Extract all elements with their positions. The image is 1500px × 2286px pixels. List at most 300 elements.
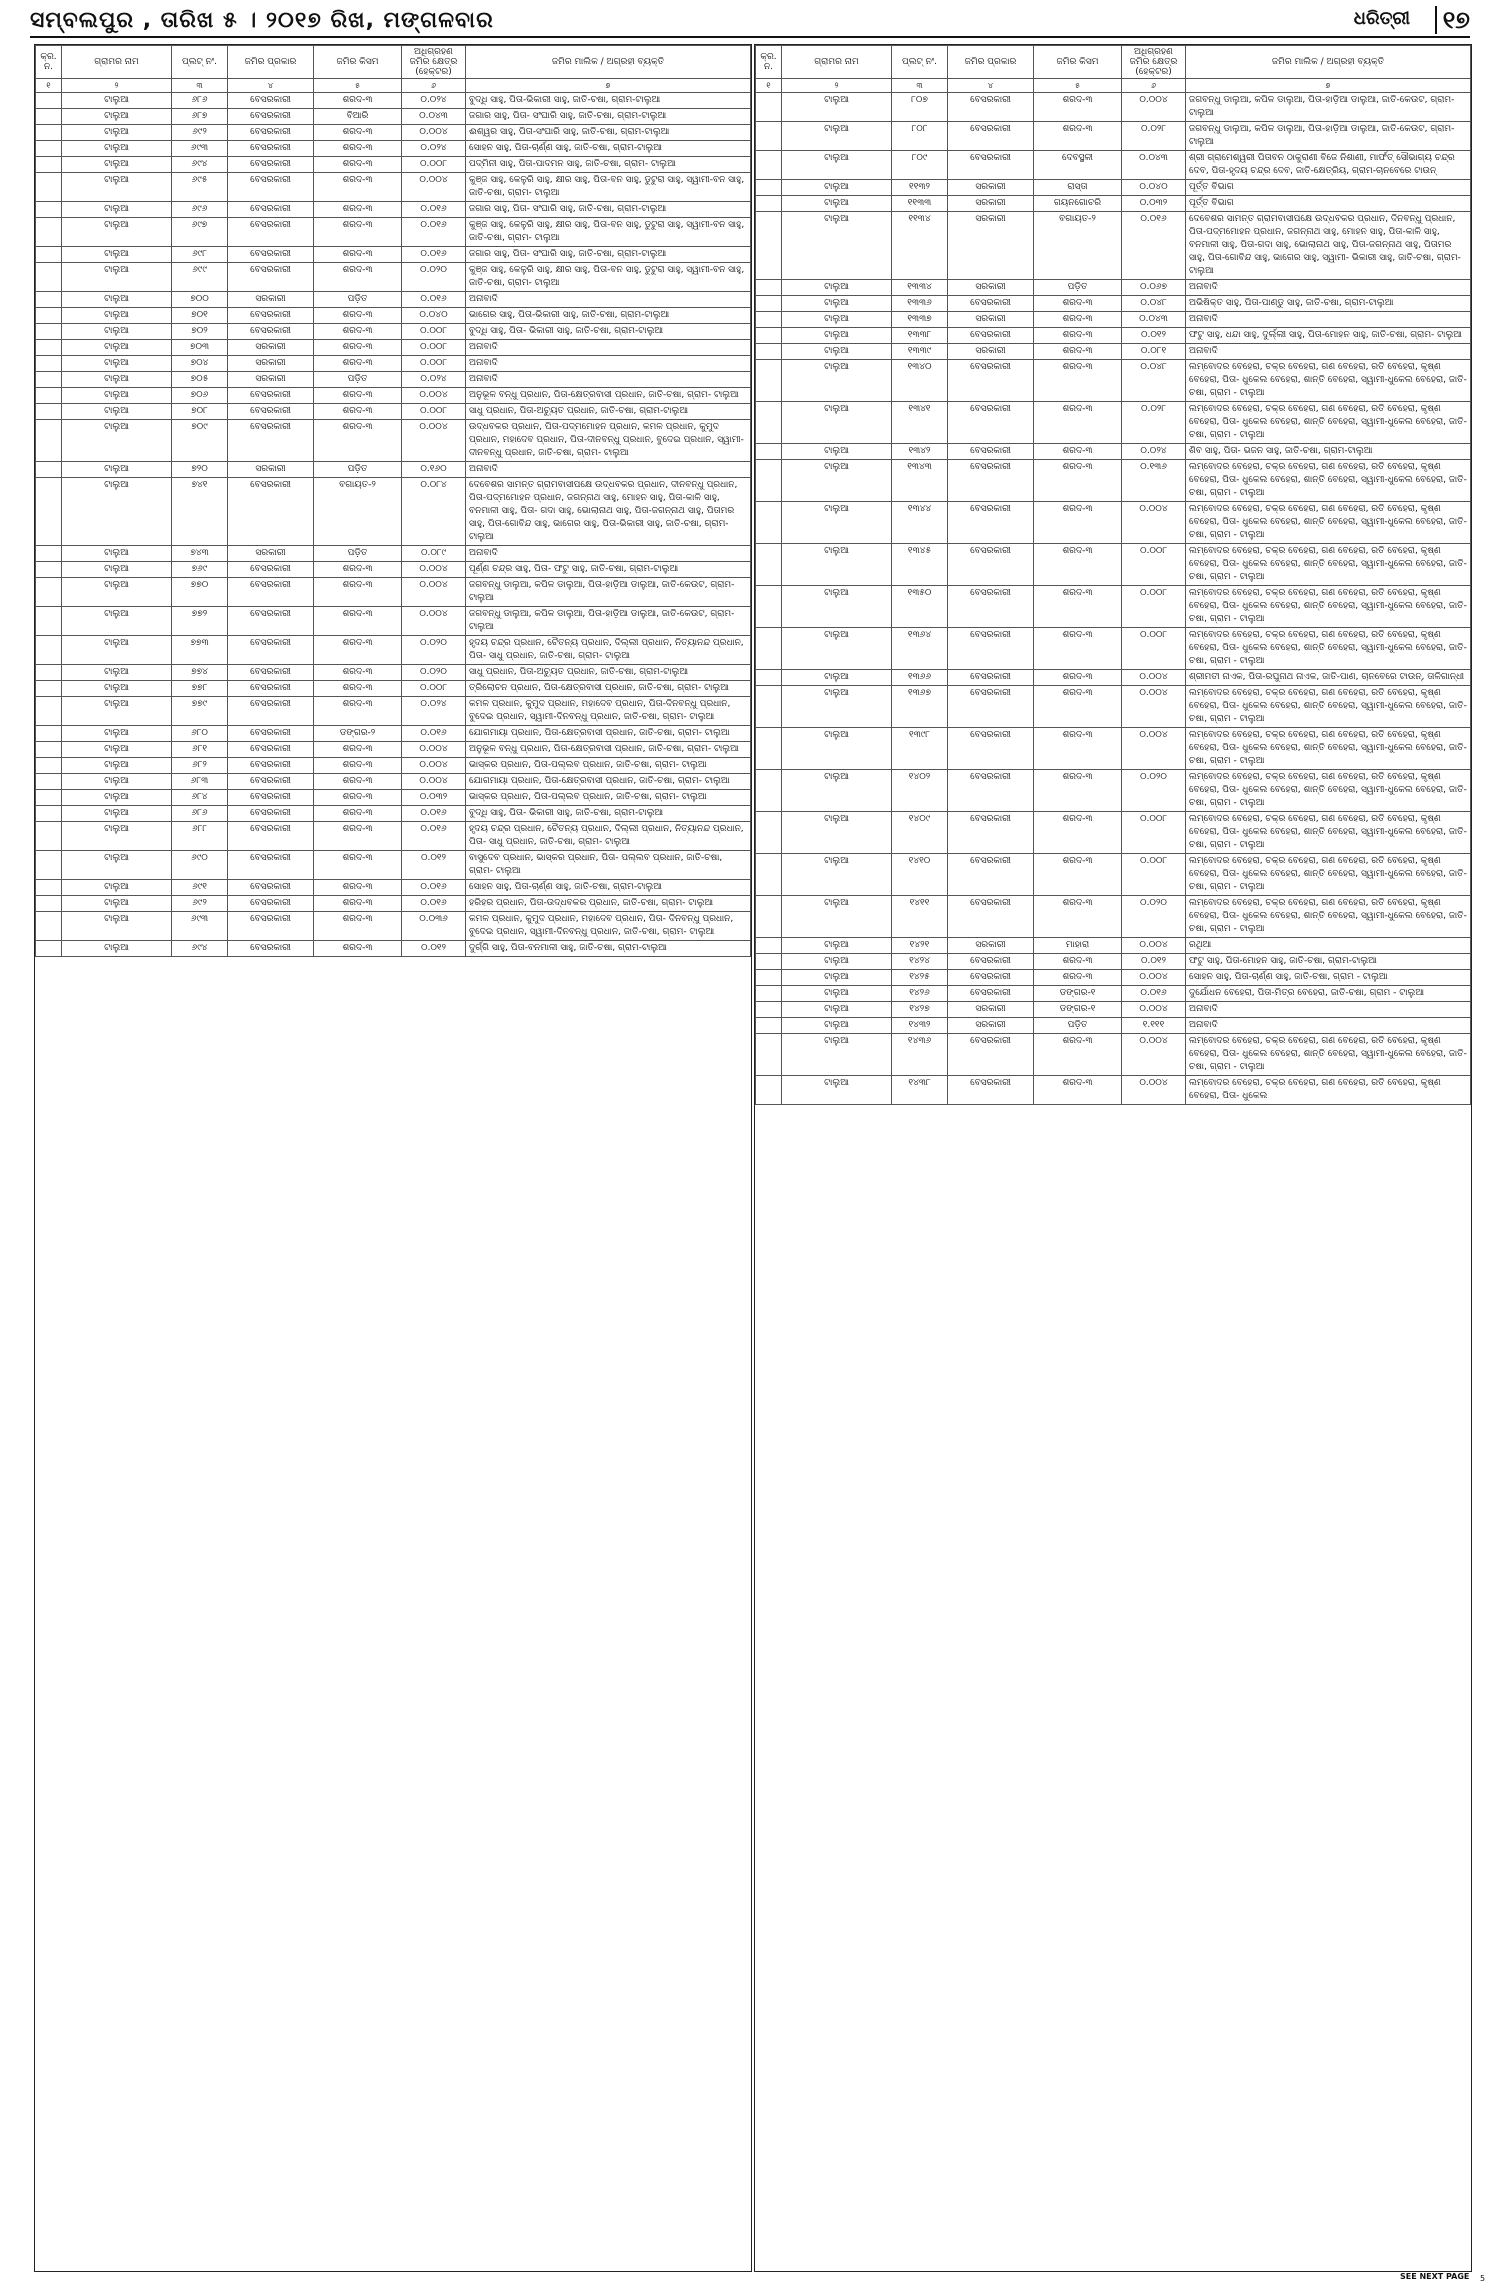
owner-cell: ଅନାବାଦି bbox=[1186, 1002, 1471, 1018]
plot-no-cell: ୭୭୦ bbox=[172, 578, 228, 607]
serial-cell bbox=[756, 444, 782, 460]
column-number: ୪ bbox=[228, 79, 314, 93]
area-cell: ୦.୦୨୦ bbox=[402, 636, 466, 665]
land-class-cell: ପଡ଼ିତ bbox=[1034, 280, 1122, 296]
serial-cell bbox=[36, 697, 62, 726]
owner-cell: ରଥିଆ bbox=[1186, 938, 1471, 954]
area-cell: ୦.୦୮୪ bbox=[402, 478, 466, 546]
header-cell: ଜମିର କିସମ bbox=[314, 46, 402, 79]
table-row bbox=[36, 806, 751, 822]
table-row bbox=[36, 324, 751, 340]
plot-no-cell: ୬୯୭ bbox=[172, 218, 228, 247]
plot-no-cell: ୬୮୪ bbox=[172, 790, 228, 806]
land-type-cell: ବେସରକାରୀ bbox=[948, 460, 1034, 502]
serial-cell bbox=[756, 812, 782, 854]
village-cell: ଟାଲୁଆ bbox=[62, 546, 172, 562]
owner-cell: ସୋହନ ସାହୁ, ପିତା-ଚାର୍ଣ୍ଣ ସାହୁ, ଜାତି-ଚଷା, ଗ୍ରାମ-ଟାଲୁଆ bbox=[466, 141, 751, 157]
plot-no-cell: ୧୩୩୭ bbox=[892, 312, 948, 328]
land-type-cell: ବେସରକାରୀ bbox=[228, 636, 314, 665]
plot-no-cell: ୬୯୩ bbox=[172, 141, 228, 157]
village-cell: ଟାଲୁଆ bbox=[782, 544, 892, 586]
land-class-cell: ଶରଦ-୩ bbox=[314, 125, 402, 141]
area-cell: ୦.୦୪୮ bbox=[1122, 360, 1186, 402]
village-cell: ଟାଲୁଆ bbox=[782, 502, 892, 544]
area-cell: ୦.୧୩୬ bbox=[1122, 460, 1186, 502]
table-row bbox=[36, 774, 751, 790]
area-cell: ୦.୦୨୪ bbox=[402, 141, 466, 157]
serial-cell bbox=[36, 546, 62, 562]
land-class-cell: ଶରଦ-୩ bbox=[314, 218, 402, 247]
table-row bbox=[36, 478, 751, 546]
village-cell: ଟାଲୁଆ bbox=[62, 356, 172, 372]
header-cell: କ୍ର. ନ. bbox=[36, 46, 62, 79]
owner-cell: ଜଗାର ସାହୁ, ପିତା- ସଂଘାରି ସାହୁ, ଜାତି-ଚଷା, ଗ୍ରାମ-ଟାଲୁଆ bbox=[466, 247, 751, 263]
village-cell: ଟାଲୁଆ bbox=[782, 628, 892, 670]
column-number-row bbox=[36, 79, 751, 93]
owner-cell: ସୋହନ ସାହୁ, ପିତା-ଚାର୍ଣ୍ଣ ସାହୁ, ଜାତି-ଚଷା, ଗ୍ରାମ - ଟାଲୁଆ bbox=[1186, 970, 1471, 986]
header-cell: ଜମିର ମାଲିକ / ଅଗ୍ରହୀ ବ୍ୟକ୍ତି bbox=[1186, 46, 1471, 79]
plot-no-cell: ୭୭୪ bbox=[172, 665, 228, 681]
column-number: ୫ bbox=[314, 79, 402, 93]
land-type-cell: ବେସରକାରୀ bbox=[948, 402, 1034, 444]
plot-no-cell: ୭୦୧ bbox=[172, 308, 228, 324]
serial-cell bbox=[756, 1018, 782, 1034]
owner-cell: ଭାସ୍କର ପ୍ରଧାନ, ପିତା-ପଲ୍ଲବ ପ୍ରଧାନ, ଜାତି-ଚଷା, ଗ୍ରାମ- ଟାଲୁଆ bbox=[466, 758, 751, 774]
village-cell: ଟାଲୁଆ bbox=[62, 774, 172, 790]
land-type-cell: ବେସରକାରୀ bbox=[228, 665, 314, 681]
land-type-cell: ସରକାରୀ bbox=[228, 372, 314, 388]
table-row bbox=[36, 109, 751, 125]
table-row bbox=[36, 356, 751, 372]
table-row bbox=[36, 607, 751, 636]
area-cell: ୦.୦୦୪ bbox=[1122, 728, 1186, 770]
table-row bbox=[36, 546, 751, 562]
owner-cell: ଲମ୍ବୋଦର ବେହେରା, ଚକ୍ର ବେହେରା, ଗଣ ବେହେରା, ରତି ବେହେରା, କୃଷ୍ଣ ବେହେରା, ପିତା- ଧୁକେଲ ବେହେରା, ଶାନ୍ତି ବେହେରା, ସ୍ୱାମୀ-ଧୁକେଲ ବେହେରା, ଜାତି-ଚଷା, ଗ୍ରାମ - ଟାଲୁଆ bbox=[1186, 544, 1471, 586]
plot-no-cell: ୧୪୩୬ bbox=[892, 1034, 948, 1076]
owner-cell: ଜଗାର ସାହୁ, ପିତା- ସଂଘାରି ସାହୁ, ଜାତି-ଚଷା, ଗ୍ରାମ-ଟାଲୁଆ bbox=[466, 109, 751, 125]
land-type-cell: ବେସରକାରୀ bbox=[228, 125, 314, 141]
serial-cell bbox=[756, 344, 782, 360]
plot-no-cell: ୭୭୮ bbox=[172, 681, 228, 697]
plot-no-cell: ୧୪୧୦ bbox=[892, 854, 948, 896]
serial-cell bbox=[36, 774, 62, 790]
right-table-body bbox=[756, 93, 1471, 1105]
plot-no-cell: ୬୯୪ bbox=[172, 157, 228, 173]
land-class-cell: ଶରଦ-୩ bbox=[314, 578, 402, 607]
land-type-cell: ସରକାରୀ bbox=[228, 546, 314, 562]
land-class-cell: ଦେବସ୍ଥଳୀ bbox=[1034, 151, 1122, 180]
owner-cell: ଲମ୍ବୋଦର ବେହେରା, ଚକ୍ର ବେହେରା, ଗଣ ବେହେରା, ରତି ବେହେରା, କୃଷ୍ଣ ବେହେରା, ପିତା- ଧୁକେଲ ବେହେରା, ଶାନ୍ତି ବେହେରା, ସ୍ୱାମୀ-ଧୁକେଲ ବେହେରା, ଜାତି-ଚଷା, ଗ୍ରାମ - ଟାଲୁଆ bbox=[1186, 854, 1471, 896]
owner-cell: ଅନାବାଦି bbox=[466, 356, 751, 372]
plot-no-cell: ୧୪୧୧ bbox=[892, 896, 948, 938]
land-class-cell: ଶରଦ-୩ bbox=[314, 247, 402, 263]
header-cell: ଅଧିଗ୍ରହଣ ଜମିର କ୍ଷେତ୍ର (ହେକ୍ଟର) bbox=[1122, 46, 1186, 79]
page-header bbox=[30, 6, 1470, 38]
area-cell: ୦.୦୦୪ bbox=[1122, 502, 1186, 544]
village-cell: ଟାଲୁଆ bbox=[782, 444, 892, 460]
land-class-cell: ଶରଦ-୩ bbox=[1034, 970, 1122, 986]
serial-cell bbox=[36, 790, 62, 806]
table-row bbox=[36, 420, 751, 462]
land-class-cell: ଶରଦ-୩ bbox=[314, 880, 402, 896]
area-cell: ୦.୦୨୪ bbox=[402, 372, 466, 388]
area-cell: ୦.୧୬୦ bbox=[402, 462, 466, 478]
land-class-cell: ଶରଦ-୩ bbox=[1034, 402, 1122, 444]
area-cell: ୦.୦୦୮ bbox=[1122, 586, 1186, 628]
owner-cell: ଦେବେଶର ସାମନ୍ତ ଗ୍ରାମବାସୀପକ୍ଷେ ଉଦ୍ଧବକର ପ୍ରଧାନ, ଦିନବନ୍ଧୁ ପ୍ରଧାନ, ପିତା-ପଦ୍ମମୋହନ ପ୍ରଧାନ, ଜଗନ୍ନାଥ ସାହୁ, ମୋହନ ସାହୁ, ପିତା-କାଳି ସାହୁ, ବନମାଳୀ ସାହୁ, ପିତା-ଗଦା ସାହୁ, ଭୋଲାନାଥ ସାହୁ, ପିତା-ଜଗନ୍ନାଥ ସାହୁ, ପିତାମର ସାହୁ, ପିତା-ଗୋବିନ୍ଦ ସାହୁ, ଭାଗେର ସାହୁ, ସ୍ୱାମୀ- ଭିକାରୀ ସାହୁ, ଜାତି-ଚଷା, ଗ୍ରାମ- ଟାଲୁଆ bbox=[1186, 212, 1471, 280]
area-cell: ୦.୦୦୪ bbox=[1122, 970, 1186, 986]
owner-cell: ହରିହର ପ୍ରଧାନ, ପିତା-ଉଦ୍ଧବକର ପ୍ରଧାନ, ଜାତି-ଚଷା, ଗ୍ରାମ- ଟାଲୁଆ bbox=[466, 896, 751, 912]
table-row bbox=[36, 880, 751, 896]
plot-no-cell: ୧୩୬୭ bbox=[892, 686, 948, 728]
serial-cell bbox=[36, 372, 62, 388]
plot-no-cell: ୬୯୨ bbox=[172, 125, 228, 141]
area-cell: ୦.୦୦୪ bbox=[1122, 1034, 1186, 1076]
column-number: ୧ bbox=[756, 79, 782, 93]
serial-cell bbox=[756, 938, 782, 954]
table-row bbox=[756, 812, 1471, 854]
land-class-cell: ଶରଦ-୩ bbox=[314, 324, 402, 340]
village-cell: ଟାଲୁଆ bbox=[782, 1034, 892, 1076]
serial-cell bbox=[756, 986, 782, 1002]
village-cell: ଟାଲୁଆ bbox=[782, 728, 892, 770]
village-cell: ଟାଲୁଆ bbox=[62, 247, 172, 263]
right-column bbox=[754, 44, 1472, 2272]
area-cell: ୦.୦୧୬ bbox=[402, 218, 466, 247]
owner-cell: ଅନାବାଦି bbox=[1186, 280, 1471, 296]
plot-no-cell: ୬୯୨ bbox=[172, 896, 228, 912]
serial-cell bbox=[36, 125, 62, 141]
owner-cell: ବୁଦ୍ଧି ସାହୁ, ପିତା- ଭିକାରୀ ସାହୁ, ଜାତି-ଚଷା, ଗ୍ରାମ-ଟାଲୁଆ bbox=[466, 806, 751, 822]
land-type-cell: ସରକାରୀ bbox=[948, 180, 1034, 196]
village-cell: ଟାଲୁଆ bbox=[782, 122, 892, 151]
header-cell: କ୍ର. ନ. bbox=[756, 46, 782, 79]
owner-cell: ଲମ୍ବୋଦର ବେହେରା, ଚକ୍ର ବେହେରା, ଗଣ ବେହେରା, ରତି ବେହେରା, କୃଷ୍ଣ ବେହେରା, ପିତା- ଧୁକେଲ ବେହେରା, ଶାନ୍ତି ବେହେରା, ସ୍ୱାମୀ-ଧୁକେଲ ବେହେରା, ଜାତି-ଚଷା, ଗ୍ରାମ - ଟାଲୁଆ bbox=[1186, 1034, 1471, 1076]
owner-cell: ଅନାବାଦି bbox=[466, 292, 751, 308]
table-row bbox=[36, 93, 751, 109]
owner-cell: ଲମ୍ବୋଦର ବେହେରା, ଚକ୍ର ବେହେରା, ଗଣ ବେହେରା, ରତି ବେହେରା, କୃଷ୍ଣ ବେହେରା, ପିତା- ଧୁକେଲ ବେହେରା, ଶାନ୍ତି ବେହେରା, ସ୍ୱାମୀ-ଧୁକେଲ ବେହେରା, ଜାତି-ଚଷା, ଗ୍ରାମ - ଟାଲୁଆ bbox=[1186, 360, 1471, 402]
village-cell: ଟାଲୁଆ bbox=[782, 812, 892, 854]
village-cell: ଟାଲୁଆ bbox=[62, 607, 172, 636]
area-cell: ୦.୦୦୪ bbox=[1122, 686, 1186, 728]
serial-cell bbox=[36, 912, 62, 941]
village-cell: ଟାଲୁଆ bbox=[782, 312, 892, 328]
table-row bbox=[36, 157, 751, 173]
land-type-cell: ବେସରକାରୀ bbox=[948, 328, 1034, 344]
serial-cell bbox=[756, 770, 782, 812]
plot-no-cell: ୭୭୯ bbox=[172, 697, 228, 726]
plot-no-cell: ୮୦୭ bbox=[892, 93, 948, 122]
plot-no-cell: ୬୯୬ bbox=[172, 202, 228, 218]
village-cell: ଟାଲୁଆ bbox=[782, 280, 892, 296]
owner-cell: ଜଗବନ୍ଧୁ ଡାଲୁଆ, କପିଳ ଡାଲୁଆ, ପିତା-ହାଡ଼ିଆ ଡାଲୁଆ, ଜାତି-କେଉଟ, ଗ୍ରାମ- ଟାଲୁଆ bbox=[1186, 93, 1471, 122]
land-type-cell: ବେସରକାରୀ bbox=[228, 896, 314, 912]
plot-no-cell: ୧୪୨୭ bbox=[892, 1002, 948, 1018]
village-cell: ଟାଲୁଆ bbox=[62, 851, 172, 880]
serial-cell bbox=[36, 758, 62, 774]
table-row bbox=[36, 372, 751, 388]
area-cell: ୦.୦୬୭ bbox=[1122, 280, 1186, 296]
table-row bbox=[36, 263, 751, 292]
serial-cell bbox=[756, 728, 782, 770]
land-class-cell: ଶରଦ-୩ bbox=[314, 636, 402, 665]
land-type-cell: ବେସରକାରୀ bbox=[228, 774, 314, 790]
owner-cell: ଲମ୍ବୋଦର ବେହେରା, ଚକ୍ର ବେହେରା, ଗଣ ବେହେରା, ରତି ବେହେରା, କୃଷ୍ଣ ବେହେରା, ପିତା- ଧୁକେଲ ବେହେରା, ଶାନ୍ତି ବେହେରା, ସ୍ୱାମୀ-ଧୁକେଲ ବେହେରା, ଜାତି-ଚଷା, ଗ୍ରାମ - ଟାଲୁଆ bbox=[1186, 402, 1471, 444]
land-class-cell: ଶରଦ-୩ bbox=[1034, 312, 1122, 328]
village-cell: ଟାଲୁଆ bbox=[62, 562, 172, 578]
header-cell: ପ୍ଲଟ୍ ନଂ. bbox=[172, 46, 228, 79]
land-class-cell: ଶରଦ-୩ bbox=[314, 822, 402, 851]
table-row bbox=[756, 1076, 1471, 1105]
serial-cell bbox=[756, 151, 782, 180]
land-type-cell: ବେସରକାରୀ bbox=[228, 726, 314, 742]
land-class-cell: ଡଙ୍ଗର-୧ bbox=[1034, 986, 1122, 1002]
land-class-cell: ଶରଦ-୩ bbox=[1034, 122, 1122, 151]
owner-cell: ଅନାବାଦି bbox=[1186, 1018, 1471, 1034]
village-cell: ଟାଲୁଆ bbox=[62, 202, 172, 218]
owner-cell: ଜଗବନ୍ଧୁ ଡାଲୁଆ, କପିଳ ଡାଲୁଆ, ପିତା-ହାଡ଼ିଆ ଡାଲୁଆ, ଜାତି-କେଉଟ, ଗ୍ରାମ- ଟାଲୁଆ bbox=[466, 607, 751, 636]
table-row bbox=[36, 247, 751, 263]
land-type-cell: ବେସରକାରୀ bbox=[228, 141, 314, 157]
land-type-cell: ବେସରକାରୀ bbox=[948, 670, 1034, 686]
header-cell: ଅଧିଗ୍ରହଣ ଜମିର କ୍ଷେତ୍ର (ହେକ୍ଟର) bbox=[402, 46, 466, 79]
table-row bbox=[36, 308, 751, 324]
serial-cell bbox=[756, 854, 782, 896]
plot-no-cell: ୭୦୩ bbox=[172, 340, 228, 356]
village-cell: ଟାଲୁଆ bbox=[782, 986, 892, 1002]
land-class-cell: ଶରଦ-୩ bbox=[1034, 628, 1122, 670]
land-class-cell: ଶରଦ-୩ bbox=[1034, 670, 1122, 686]
plot-no-cell: ୬୯୯ bbox=[172, 263, 228, 292]
serial-cell bbox=[756, 954, 782, 970]
land-class-cell: ଶରଦ-୩ bbox=[314, 851, 402, 880]
table-row bbox=[36, 141, 751, 157]
land-type-cell: ବେସରକାରୀ bbox=[228, 790, 314, 806]
plot-no-cell: ୬୮୦ bbox=[172, 726, 228, 742]
area-cell: ୦.୦୧୨ bbox=[402, 941, 466, 957]
serial-cell bbox=[756, 196, 782, 212]
owner-cell: କୁଞ୍ଜ ସାହୁ, କେଳୁରି ସାହୁ, କ୍ଷୀର ସାହୁ, ପିତା-ବନ ସାହୁ, ଡୁଟୁରା ସାହୁ, ସ୍ୱାମୀ-ବନ ସାହୁ, ଜାତି-ଚଷା, ଗ୍ରାମ- ଟାଲୁଆ bbox=[466, 218, 751, 247]
land-type-cell: ବେସରକାରୀ bbox=[228, 202, 314, 218]
table-row bbox=[756, 670, 1471, 686]
plot-no-cell: ୬୮୨ bbox=[172, 758, 228, 774]
area-cell: ୦.୦୨୦ bbox=[1122, 770, 1186, 812]
village-cell: ଟାଲୁଆ bbox=[62, 912, 172, 941]
owner-cell: ଯୋଗମାୟା ପ୍ରଧାନ, ପିତା-କ୍ଷେତ୍ରବାସୀ ପ୍ରଧାନ, ଜାତି-ଚଷା, ଗ୍ରାମ- ଟାଲୁଆ bbox=[466, 774, 751, 790]
land-type-cell: ସରକାରୀ bbox=[948, 344, 1034, 360]
area-cell: ୦.୦୧୬ bbox=[402, 202, 466, 218]
serial-cell bbox=[36, 681, 62, 697]
land-type-cell: ବେସରକାରୀ bbox=[228, 681, 314, 697]
table-row bbox=[756, 460, 1471, 502]
plot-no-cell: ୭୪୧ bbox=[172, 478, 228, 546]
plot-no-cell: ୧୪୨୫ bbox=[892, 970, 948, 986]
land-class-cell: ଶରଦ-୩ bbox=[1034, 93, 1122, 122]
land-class-cell: ଶରଦ-୩ bbox=[1034, 896, 1122, 938]
serial-cell bbox=[36, 462, 62, 478]
plot-no-cell: ୧୩୪୧ bbox=[892, 402, 948, 444]
owner-cell: ପୂର୍ତ୍ତ ବିଭାଗ bbox=[1186, 180, 1471, 196]
village-cell: ଟାଲୁଆ bbox=[62, 388, 172, 404]
serial-cell bbox=[756, 460, 782, 502]
village-cell: ଟାଲୁଆ bbox=[782, 328, 892, 344]
plot-no-cell: ୭୪୩ bbox=[172, 546, 228, 562]
plot-no-cell: ୬୮୧ bbox=[172, 742, 228, 758]
table-row bbox=[36, 292, 751, 308]
header-cell: ଜମିର ମାଲିକ / ଅଗ୍ରହୀ ବ୍ୟକ୍ତି bbox=[466, 46, 751, 79]
land-class-cell: ଶରଦ-୩ bbox=[1034, 544, 1122, 586]
serial-cell bbox=[36, 478, 62, 546]
land-type-cell: ସରକାରୀ bbox=[228, 356, 314, 372]
land-type-cell: ବେସରକାରୀ bbox=[228, 941, 314, 957]
land-class-cell: ଶରଦ-୩ bbox=[314, 420, 402, 462]
land-class-cell: ପଡ଼ିତ bbox=[1034, 1018, 1122, 1034]
serial-cell bbox=[756, 670, 782, 686]
area-cell: ୦.୦୧୬ bbox=[402, 880, 466, 896]
serial-cell bbox=[756, 212, 782, 280]
land-class-cell: ଶରଦ-୩ bbox=[314, 308, 402, 324]
owner-cell: ଲମ୍ବୋଦର ବେହେରା, ଚକ୍ର ବେହେରା, ଗଣ ବେହେରା, ରତି ବେହେରା, କୃଷ୍ଣ ବେହେରା, ପିତା- ଧୁକେଲ ବେହେରା, ଶାନ୍ତି ବେହେରା, ସ୍ୱାମୀ-ଧୁକେଲ ବେହେରା, ଜାତି-ଚଷା, ଗ୍ରାମ - ଟାଲୁଆ bbox=[1186, 770, 1471, 812]
owner-cell: ଶ୍ରୀମତୀ ନାଏକ, ପିତା-ରଘୁନାଥ ନାଏକ, ଜାତି-ପାଣ, ଚାନବେରେ ଟାଉନ୍, ତାଳିଗାନ୍ଧୀ bbox=[1186, 670, 1471, 686]
plot-no-cell: ୭୨୦ bbox=[172, 462, 228, 478]
land-type-cell: ବେସରକାରୀ bbox=[228, 822, 314, 851]
table-row bbox=[36, 462, 751, 478]
plot-no-cell: ୧୩୪୪ bbox=[892, 502, 948, 544]
land-type-cell: ବେସରକାରୀ bbox=[228, 478, 314, 546]
village-cell: ଟାଲୁଆ bbox=[782, 93, 892, 122]
land-class-cell: ଶରଦ-୩ bbox=[1034, 812, 1122, 854]
serial-cell bbox=[756, 122, 782, 151]
village-cell: ଟାଲୁଆ bbox=[782, 770, 892, 812]
land-type-cell: ସରକାରୀ bbox=[948, 312, 1034, 328]
owner-cell: ପଦ୍ମିନୀ ସାହୁ, ପିତା-ପାଦମନ ସାହୁ, ଜାତି-ଚଷା, ଗ୍ରାମ- ଟାଲୁଆ bbox=[466, 157, 751, 173]
table-row bbox=[756, 854, 1471, 896]
table-row bbox=[756, 444, 1471, 460]
plot-no-cell: ୭୦୨ bbox=[172, 324, 228, 340]
owner-cell: ସାଧୁ ପ୍ରଧାନ, ପିତା-ଅଚ୍ୟୁତ ପ୍ରଧାନ, ଜାତି-ଚଷା, ଗ୍ରାମ-ଟାଲୁଆ bbox=[466, 665, 751, 681]
village-cell: ଟାଲୁଆ bbox=[62, 681, 172, 697]
land-class-cell: ଶରଦ-୩ bbox=[314, 356, 402, 372]
area-cell: ୦.୦୪୩ bbox=[402, 109, 466, 125]
table-row bbox=[756, 212, 1471, 280]
owner-cell: ଅନୁଭୂଳ ବନ୍ଧୁ ପ୍ରଧାନ, ପିତା-କ୍ଷେତ୍ରବାସୀ ପ୍ରଧାନ, ଜାତି-ଚଷା, ଗ୍ରାମ- ଟାଲୁଆ bbox=[466, 388, 751, 404]
serial-cell bbox=[36, 218, 62, 247]
land-class-cell: ଶରଦ-୩ bbox=[314, 202, 402, 218]
land-type-cell: ବେସରକାରୀ bbox=[948, 586, 1034, 628]
serial-cell bbox=[36, 141, 62, 157]
area-cell: ୦.୦୪୦ bbox=[1122, 180, 1186, 196]
land-type-cell: ବେସରକାରୀ bbox=[228, 562, 314, 578]
land-type-cell: ବେସରକାରୀ bbox=[948, 770, 1034, 812]
serial-cell bbox=[36, 562, 62, 578]
land-type-cell: ସରକାରୀ bbox=[228, 340, 314, 356]
area-cell: ୦.୦୧୨ bbox=[1122, 328, 1186, 344]
column-number: ୩ bbox=[172, 79, 228, 93]
land-class-cell: ଶରଦ-୩ bbox=[1034, 460, 1122, 502]
land-type-cell: ବେସରକାରୀ bbox=[228, 263, 314, 292]
owner-cell: କୁଞ୍ଜ ସାହୁ, କେଳୁରି ସାହୁ, କ୍ଷୀର ସାହୁ, ପିତା-ବନ ସାହୁ, ଡୁଟୁରା ସାହୁ, ସ୍ୱାମୀ-ବନ ସାହୁ, ଜାତି-ଚଷା, ଗ୍ରାମ- ଟାଲୁଆ bbox=[466, 173, 751, 202]
land-class-cell: ଶରଦ-୩ bbox=[314, 665, 402, 681]
land-class-cell: ଶରଦ-୩ bbox=[1034, 360, 1122, 402]
serial-cell bbox=[36, 157, 62, 173]
table-row bbox=[756, 344, 1471, 360]
land-type-cell: ବେସରକାରୀ bbox=[228, 912, 314, 941]
table-row bbox=[36, 822, 751, 851]
table-row bbox=[36, 388, 751, 404]
table-row bbox=[36, 218, 751, 247]
area-cell: ୦.୦୦୪ bbox=[402, 742, 466, 758]
village-cell: ଟାଲୁଆ bbox=[62, 308, 172, 324]
land-class-cell: ଶରଦ-୩ bbox=[314, 173, 402, 202]
plot-no-cell: ୬୯୧ bbox=[172, 880, 228, 896]
village-cell: ଟାଲୁଆ bbox=[782, 686, 892, 728]
area-cell: ୦.୦୨୪ bbox=[402, 697, 466, 726]
area-cell: ୦.୦୦୪ bbox=[402, 420, 466, 462]
area-cell: ୦.୦୮୯ bbox=[402, 546, 466, 562]
area-cell: ୦.୦୦୮ bbox=[402, 324, 466, 340]
table-row bbox=[756, 312, 1471, 328]
village-cell: ଟାଲୁଆ bbox=[782, 1076, 892, 1105]
village-cell: ଟାଲୁଆ bbox=[62, 822, 172, 851]
plot-no-cell: ୬୮୮ bbox=[172, 822, 228, 851]
serial-cell bbox=[756, 93, 782, 122]
serial-cell bbox=[756, 180, 782, 196]
owner-cell: ବାସୁଦେବ ପ୍ରଧାନ, ଭାସ୍କର ପ୍ରଧାନ, ପିତା- ପଲ୍ଲବ ପ୍ରଧାନ, ଜାତି-ଚଷା, ଗ୍ରାମ- ଟାଲୁଆ bbox=[466, 851, 751, 880]
land-type-cell: ବେସରକାରୀ bbox=[948, 986, 1034, 1002]
land-class-cell: ଡଙ୍ଗର-୧ bbox=[1034, 1002, 1122, 1018]
plot-no-cell: ୭୦୯ bbox=[172, 420, 228, 462]
land-type-cell: ବେସରକାରୀ bbox=[228, 578, 314, 607]
owner-cell: ଅନାବାଦି bbox=[466, 462, 751, 478]
table-row bbox=[756, 770, 1471, 812]
serial-cell bbox=[36, 726, 62, 742]
plot-no-cell: ୭୭୨ bbox=[172, 607, 228, 636]
column-number: ୬ bbox=[1122, 79, 1186, 93]
land-type-cell: ସରକାରୀ bbox=[228, 292, 314, 308]
village-cell: ଟାଲୁଆ bbox=[62, 292, 172, 308]
land-class-cell: ଶରଦ-୩ bbox=[1034, 344, 1122, 360]
area-cell: ୦.୦୨୪ bbox=[1122, 444, 1186, 460]
owner-cell: କୁଞ୍ଜ ସାହୁ, କେଳୁରି ସାହୁ, କ୍ଷୀର ସାହୁ, ପିତା-ବନ ସାହୁ, ଡୁଟୁରା ସାହୁ, ସ୍ୱାମୀ-ବନ ସାହୁ, ଜାତି-ଚଷା, ଗ୍ରାମ- ଟାଲୁଆ bbox=[466, 263, 751, 292]
table-row bbox=[36, 636, 751, 665]
owner-cell: ଜଗବନ୍ଧୁ ଡାଲୁଆ, କପିଳ ଡାଲୁଆ, ପିତା-ହାଡ଼ିଆ ଡାଲୁଆ, ଜାତି-କେଉଟ, ଗ୍ରାମ- ଟାଲୁଆ bbox=[466, 578, 751, 607]
owner-cell: ତ୍ରିଲୋଚନ ପ୍ରଧାନ, ପିତା-କ୍ଷେତ୍ରବାସୀ ପ୍ରଧାନ, ଜାତି-ଚଷା, ଗ୍ରାମ- ଟାଲୁଆ bbox=[466, 681, 751, 697]
land-class-cell: ଶରଦ-୩ bbox=[1034, 328, 1122, 344]
area-cell: ୦.୦୦୮ bbox=[402, 356, 466, 372]
area-cell: ୦.୦୦୮ bbox=[402, 404, 466, 420]
land-class-cell: ଶରଦ-୩ bbox=[314, 941, 402, 957]
table-row bbox=[36, 665, 751, 681]
table-row bbox=[36, 578, 751, 607]
plot-no-cell: ୬୯୮ bbox=[172, 247, 228, 263]
land-type-cell: ବେସରକାରୀ bbox=[228, 109, 314, 125]
area-cell: ୦.୦୨୦ bbox=[1122, 896, 1186, 938]
serial-cell bbox=[36, 851, 62, 880]
owner-cell: ସାଧୁ ପ୍ରଧାନ, ପିତା-ଅଚ୍ୟୁତ ପ୍ରଧାନ, ଜାତି-ଚଷା, ଗ୍ରାମ-ଟାଲୁଆ bbox=[466, 404, 751, 420]
land-type-cell: ବେସରକାରୀ bbox=[948, 93, 1034, 122]
serial-cell bbox=[36, 941, 62, 957]
area-cell: ୦.୦୦୮ bbox=[402, 157, 466, 173]
area-cell: ୦.୦୦୪ bbox=[402, 173, 466, 202]
table-row bbox=[756, 180, 1471, 196]
area-cell: ୦.୦୮୧ bbox=[1122, 344, 1186, 360]
land-class-cell: ଶରଦ-୩ bbox=[1034, 770, 1122, 812]
column-number: ୬ bbox=[402, 79, 466, 93]
table-row bbox=[756, 938, 1471, 954]
table-row bbox=[36, 697, 751, 726]
plot-no-cell: ୬୮୩ bbox=[172, 774, 228, 790]
owner-cell: ଦେବେଶର ସାମନ୍ତ ଗ୍ରାମବାସୀପକ୍ଷେ ଉଦ୍ଧବକର ପ୍ରଧାନ, ଦୀନବନ୍ଧୁ ପ୍ରଧାନ, ପିତା-ପଦ୍ମମୋହନ ପ୍ରଧାନ, ଜଗନ୍ନାଥ ସାହୁ, ମୋହନ ସାହୁ, ପିତା-କାଳି ସାହୁ, ବନମାଳୀ ସାହୁ, ପିତା- ଗଦା ସାହୁ, ଭୋଲାନାଥ ସାହୁ, ପିତା-ଜଗନ୍ନାଥ ସାହୁ, ପିତାମର ସାହୁ, ପିତା-ଗୋବିନ୍ଦ ସାହୁ, ଭାଗେର ସାହୁ, ପିତା-ଭିକାରୀ ସାହୁ, ଜାତି-ଚଷା, ଗ୍ରାମ- ଟାଲୁଆ bbox=[466, 478, 751, 546]
